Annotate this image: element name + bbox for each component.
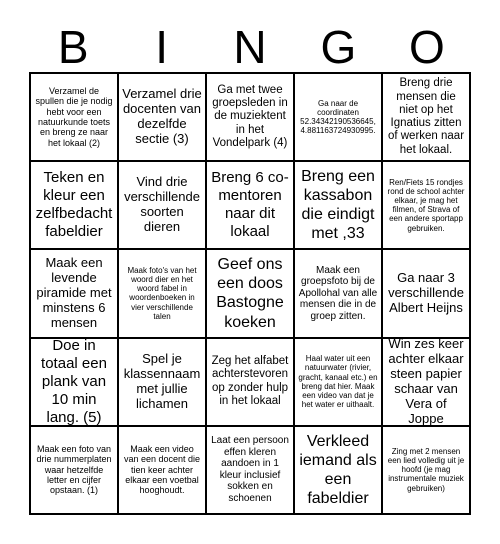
bingo-cell: Doe in totaal een plank van 10 min lang. (5) — [30, 338, 118, 426]
header-letter-i: I — [155, 21, 168, 73]
bingo-cell: Breng een kassabon die eindigt met ,33 — [294, 161, 382, 249]
bingo-cell: Spel je klassennaam met jullie lichamen — [118, 338, 206, 426]
bingo-cell: Maak een foto van drie nummerplaten waar hetzelfde letter en cijfer opstaan. (1) — [30, 426, 118, 514]
bingo-cell: Haal water uit een natuurwater (rivier, gracht, kanaal etc.) en breng dat hier. Maak een video van dat je het water er uithaalt. — [294, 338, 382, 426]
bingo-cell: Maak een video van een docent die tien keer achter elkaar een voetbal hooghoudt. — [118, 426, 206, 514]
bingo-cell: Breng 6 co-mentoren naar dit lokaal — [206, 161, 294, 249]
bingo-cell: Zeg het alfabet achterstevoren op zonder hulp in het lokaal — [206, 338, 294, 426]
bingo-cell: Breng drie mensen die niet op het Ignatius zitten of werken naar het lokaal. — [382, 73, 470, 161]
bingo-cell: Verkleed iemand als een fabeldier — [294, 426, 382, 514]
bingo-grid — [29, 72, 471, 515]
bingo-cell: Win zes keer achter elkaar steen papier schaar van Vera of Joppe — [382, 338, 470, 426]
bingo-cell: Ga naar de coordinaten 52.34342190536645, 4.881163724930995. — [294, 73, 382, 161]
header-letter-b: B — [57, 21, 89, 73]
bingo-header — [29, 22, 471, 72]
bingo-cell: Geef ons een doos Bastogne koeken — [206, 249, 294, 337]
bingo-cell: Teken en kleur een zelfbedacht fabeldier — [30, 161, 118, 249]
bingo-cell: Maak een groepsfoto bij de Apollohal van alle mensen die in de groep zitten. — [294, 249, 382, 337]
header-letter-g: G — [320, 21, 357, 73]
bingo-cell: Maak een levende piramide met minstens 6 mensen — [30, 249, 118, 337]
header-letter-n: N — [233, 21, 267, 73]
header-letter-o: O — [408, 21, 445, 73]
bingo-cell: Vind drie verschillende soorten dieren — [118, 161, 206, 249]
bingo-cell: Verzamel de spullen die je nodig hebt voor een natuurkunde toets en breng ze naar het lokaal (2) — [30, 73, 118, 161]
bingo-cell: Ren/Fiets 15 rondjes rond de school achter elkaar, je mag het filmen, of Strava of een andere sportapp gebruiken. — [382, 161, 470, 249]
bingo-cell: Laat een persoon effen kleren aandoen in 1 kleur inclusief sokken en schoenen — [206, 426, 294, 514]
bingo-cell: Ga met twee groepsleden in de muziektent in het Vondelpark (4) — [206, 73, 294, 161]
bingo-cell: Maak foto's van het woord dier en het woord fabel in woordenboeken in vier verschillende talen — [118, 249, 206, 337]
bingo-cell: Zing met 2 mensen een lied volledig uit je hoofd (je mag instrumentale muziek gebruiken) — [382, 426, 470, 514]
bingo-cell: Verzamel drie docenten van dezelfde sectie (3) — [118, 73, 206, 161]
bingo-cell: Ga naar 3 verschillende Albert Heijns — [382, 249, 470, 337]
